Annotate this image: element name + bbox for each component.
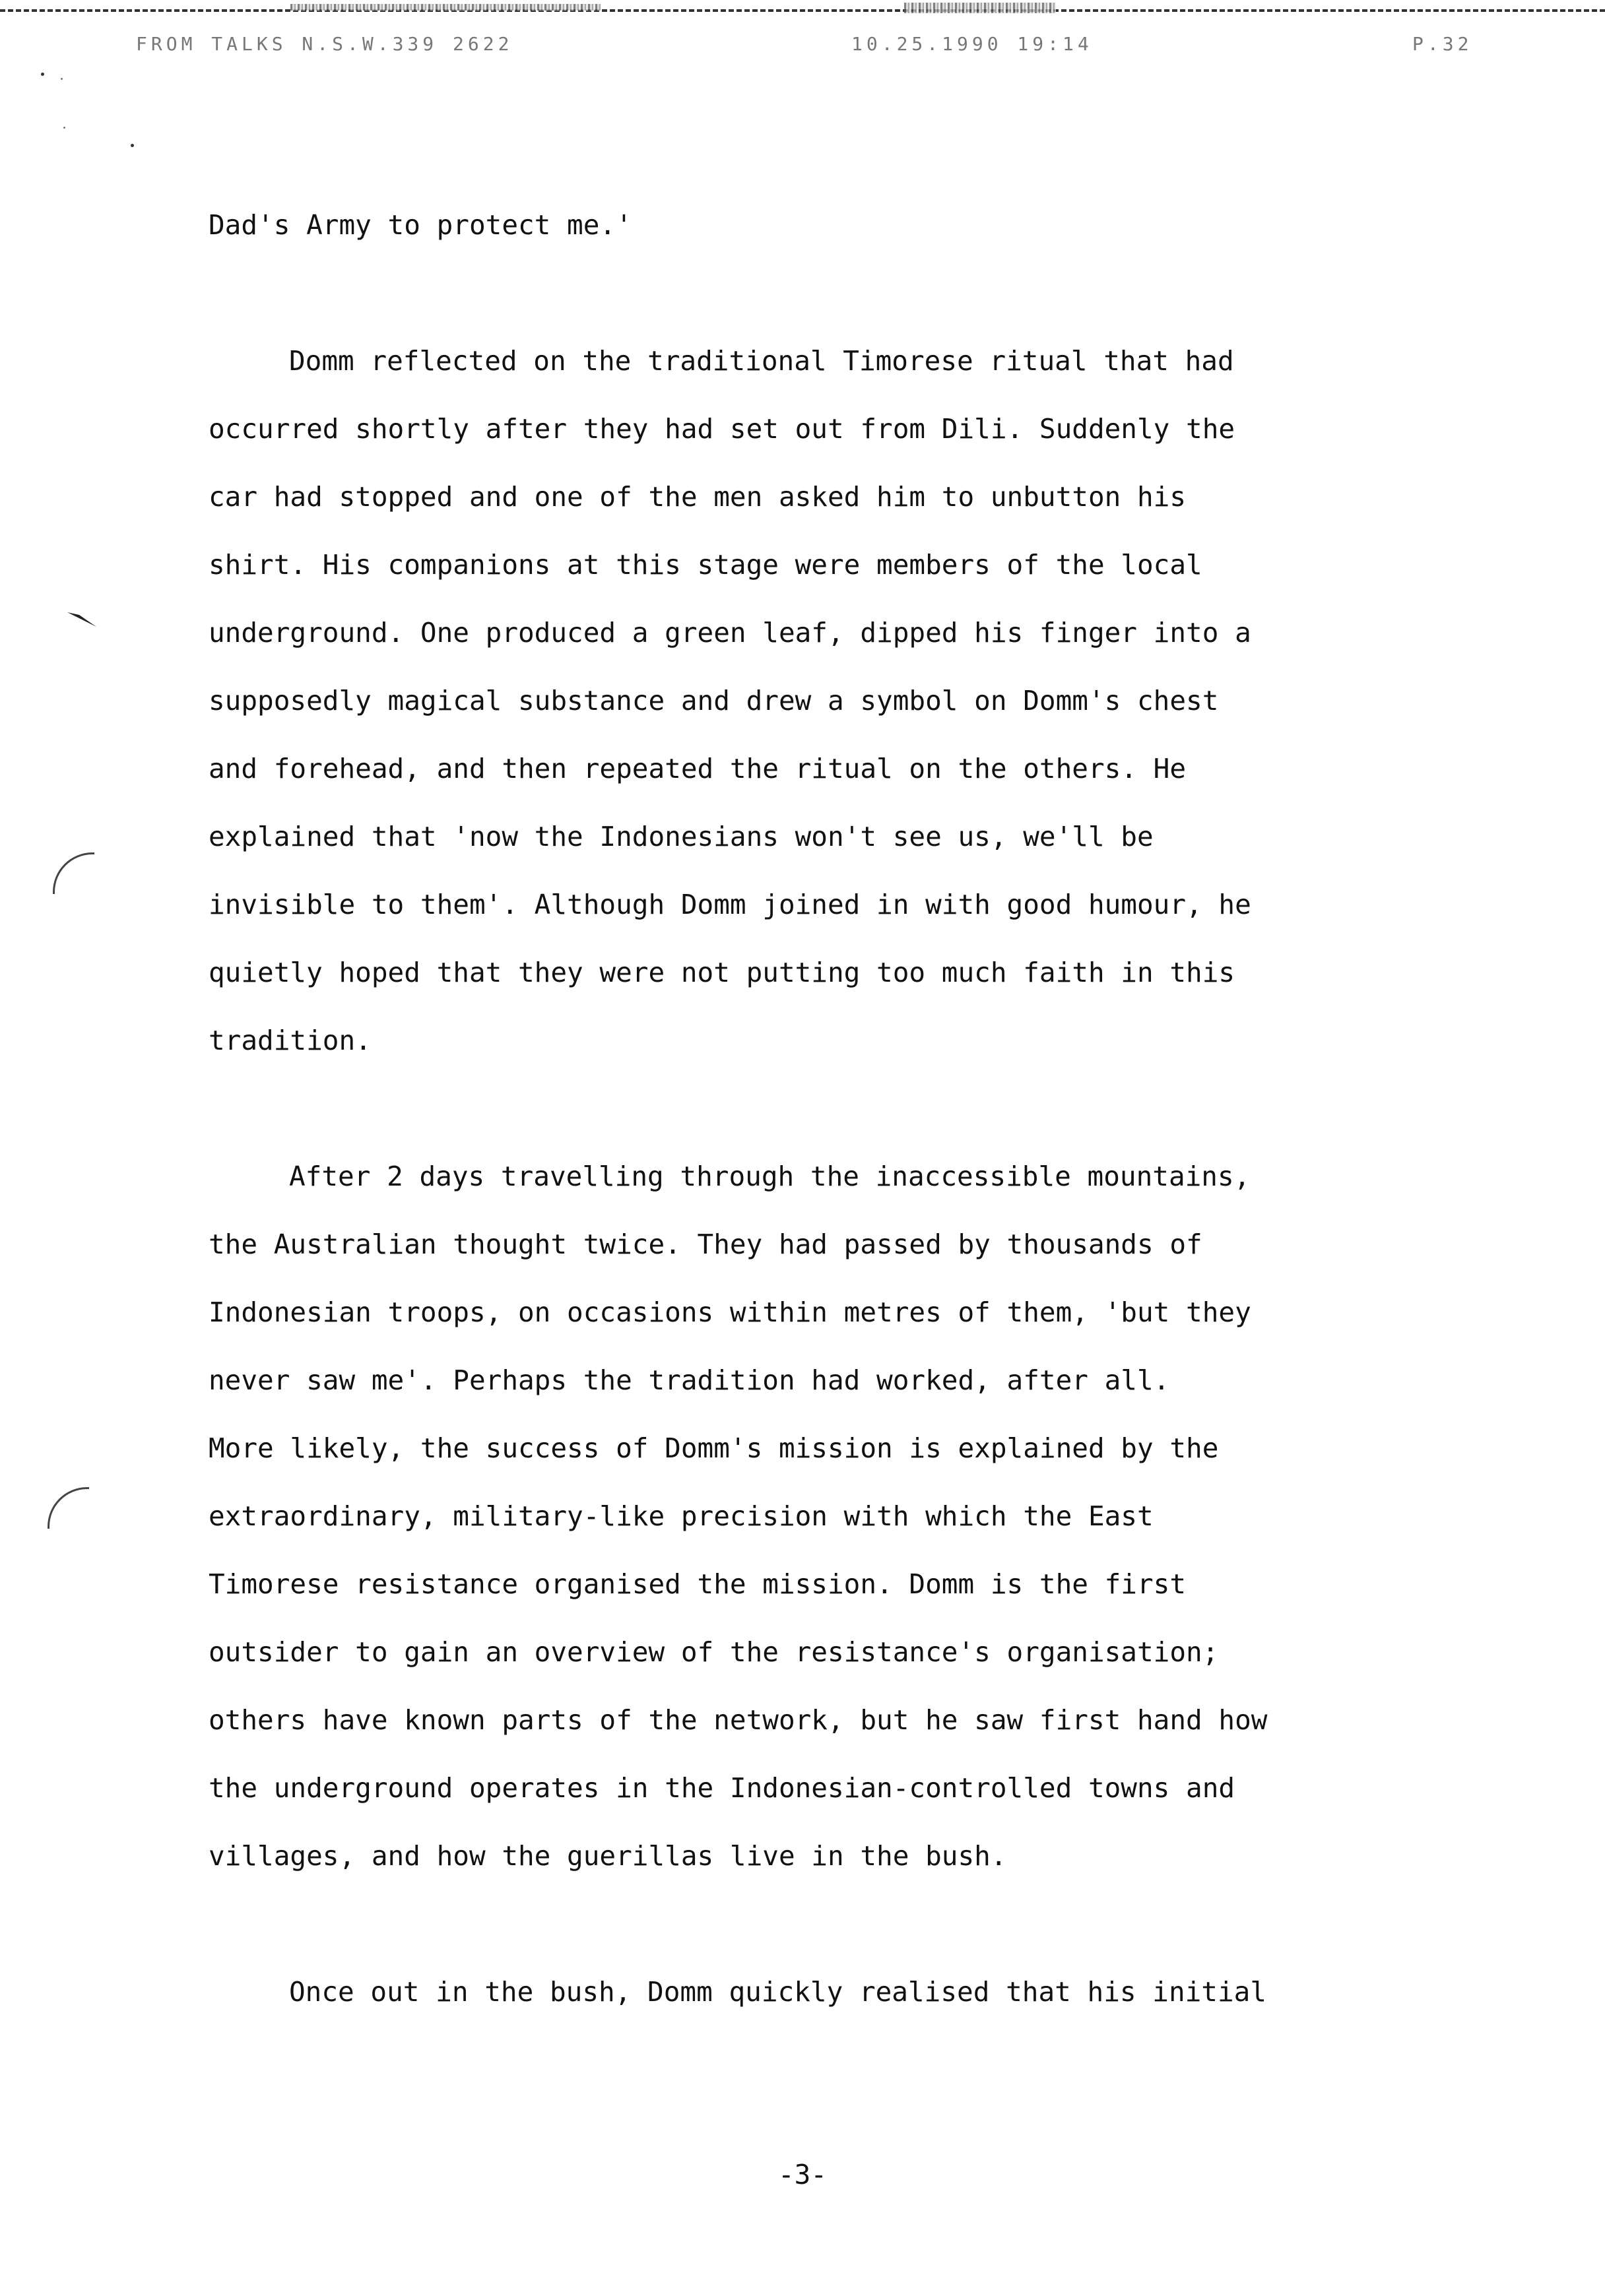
fax-speck bbox=[61, 78, 63, 80]
paragraph bbox=[209, 1143, 1515, 1890]
margin-punch-mark bbox=[48, 1487, 89, 1529]
text-line: and forehead, and then repeated the ritual on the others. He bbox=[209, 753, 1187, 784]
text-line: never saw me'. Perhaps the tradition had worked, after all. bbox=[209, 1364, 1170, 1396]
margin-punch-mark bbox=[53, 852, 94, 894]
text-line: Once out in the bush, Domm quickly realised that his initial bbox=[289, 1976, 1267, 2008]
text-line: the underground operates in the Indonesian-controlled towns and bbox=[209, 1772, 1235, 1804]
text-line: car had stopped and one of the men asked him to unbutton his bbox=[209, 481, 1187, 513]
text-line: supposedly magical substance and drew a symbol on Domm's chest bbox=[209, 685, 1219, 717]
text-line: After 2 days travelling through the inaccessible mountains, bbox=[289, 1161, 1251, 1192]
page-number: -3- bbox=[777, 2159, 828, 2190]
body-text bbox=[209, 191, 1515, 2026]
fax-header-page-code: P.32 bbox=[1412, 33, 1473, 55]
text-line: extraordinary, military-like precision with which the East bbox=[209, 1500, 1154, 1532]
text-line: Indonesian troops, on occasions within metres of them, 'but they bbox=[209, 1296, 1251, 1328]
text-line: occurred shortly after they had set out from Dili. Suddenly the bbox=[209, 413, 1235, 445]
text-line: villages, and how the guerillas live in the bush. bbox=[209, 1840, 1007, 1872]
margin-arrow-mark bbox=[66, 610, 99, 629]
text-line: outsider to gain an overview of the resistance's organisation; bbox=[209, 1636, 1219, 1668]
text-line: More likely, the success of Domm's mission is explained by the bbox=[209, 1432, 1219, 1464]
fax-noise-band bbox=[290, 4, 601, 11]
fax-top-rule bbox=[0, 9, 1605, 12]
text-line: invisible to them'. Although Domm joined in with good humour, he bbox=[209, 889, 1251, 920]
paragraph bbox=[209, 327, 1515, 1075]
text-line: others have known parts of the network, but he saw first hand how bbox=[209, 1704, 1268, 1736]
text-line: tradition. bbox=[209, 1025, 372, 1056]
fax-header-datetime: 10.25.1990 19:14 bbox=[851, 33, 1093, 55]
text-line: explained that 'now the Indonesians won't see us, we'll be bbox=[209, 821, 1154, 852]
fax-noise-band bbox=[904, 3, 1056, 13]
text-line: underground. One produced a green leaf, dipped his finger into a bbox=[209, 617, 1251, 649]
text-line: quietly hoped that they were not putting too much faith in this bbox=[209, 957, 1235, 988]
fax-speck bbox=[63, 127, 65, 129]
fax-header-from: FROM TALKS N.S.W.339 2622 bbox=[136, 33, 513, 55]
fax-speck bbox=[41, 73, 44, 76]
paragraph bbox=[209, 191, 1515, 259]
text-line: Dad's Army to protect me.' bbox=[209, 209, 632, 241]
text-line: Timorese resistance organised the mission. Domm is the first bbox=[209, 1568, 1187, 1600]
paragraph bbox=[209, 1958, 1515, 2026]
text-line: shirt. His companions at this stage were members of the local bbox=[209, 549, 1202, 581]
fax-speck bbox=[131, 144, 134, 147]
text-line: Domm reflected on the traditional Timorese ritual that had bbox=[289, 345, 1234, 377]
text-line: the Australian thought twice. They had passed by thousands of bbox=[209, 1228, 1202, 1260]
